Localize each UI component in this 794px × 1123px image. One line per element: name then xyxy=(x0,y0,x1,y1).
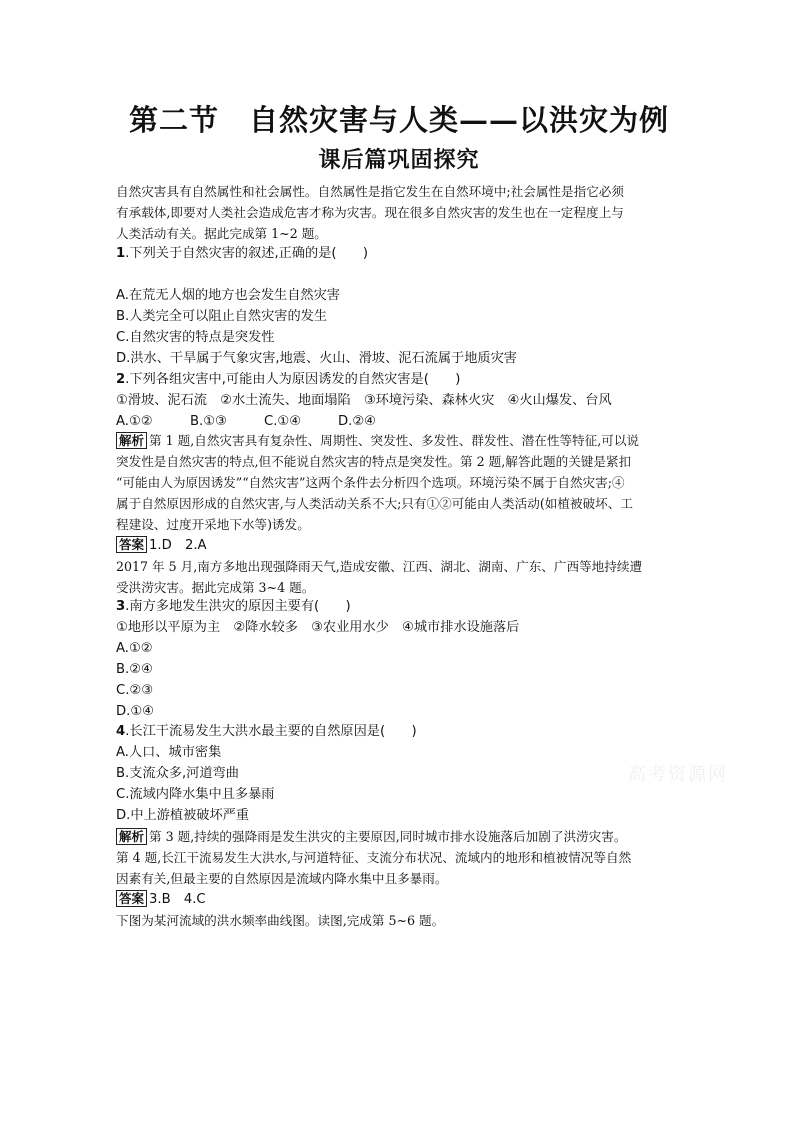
option-b: B.②④ xyxy=(116,662,153,677)
question-1-options xyxy=(116,285,682,369)
answer-1 xyxy=(116,535,682,556)
question-items: ①地形以平原为主 ②降水较多 ③农业用水少 ④城市排水设施落后 xyxy=(116,620,520,635)
page-subtitle: 课后篇巩固探究 xyxy=(318,147,480,173)
question-1 xyxy=(116,243,682,264)
question-3 xyxy=(116,596,682,722)
option-c: C.自然灾害的特点是突发性 xyxy=(116,330,275,345)
question-2-options xyxy=(116,411,682,432)
option-b: B.人类完全可以阻止自然灾害的发生 xyxy=(116,309,328,324)
intro-line: 受洪涝灾害。据此完成第 3~4 题。 xyxy=(116,580,315,595)
analysis-line: 第 4 题,长江干流易发生大洪水,与河道特征、支流分布状况、流域内的地形和植被情况等自然 xyxy=(116,850,632,865)
answer-tag: 答案 xyxy=(116,536,147,553)
option-b: B.①③ xyxy=(190,414,227,429)
answer-text: 3.B 4.C xyxy=(149,892,206,907)
option-c: C.①④ xyxy=(264,414,302,429)
answer-text: 1.D 2.A xyxy=(149,538,207,553)
intro-line: 人类活动有关。据此完成第 1~2 题。 xyxy=(116,226,327,241)
question-stem: 4.长江干流易发生大洪水最主要的自然原因是( ) xyxy=(116,724,417,739)
analysis-line: 突发性是自然灾害的特点,但不能说自然灾害的特点是突发性。第 2 题,解答此题的关键是紧扣 xyxy=(116,454,632,469)
option-d: D.中上游植被破坏严重 xyxy=(116,808,250,823)
intro-passage-2 xyxy=(116,556,682,598)
answer-tag: 答案 xyxy=(116,890,147,907)
option-c: C.流域内降水集中且多暴雨 xyxy=(116,787,275,802)
intro-line: 自然灾害具有自然属性和社会属性。自然属性是指它发生在自然环境中;社会属性是指它必须 xyxy=(116,184,624,199)
outro-line: 下图为某河流域的洪水频率曲线图。读图,完成第 5~6 题。 xyxy=(116,913,445,928)
analysis-tag: 解析 xyxy=(116,828,147,845)
analysis-line: “可能由人为原因诱发”“自然灾害”这两个条件去分析四个选项。环境污染不属于自然灾害;④ xyxy=(116,475,625,490)
intro-passage-1 xyxy=(116,181,682,244)
question-4 xyxy=(116,721,682,826)
analysis-line: 属于自然原因形成的自然灾害,与人类活动关系不大;只有①②可能由人类活动(如植被破坏、工 xyxy=(116,496,633,511)
option-d: D.①④ xyxy=(116,704,154,719)
analysis-tag: 解析 xyxy=(116,432,147,449)
analysis-1: 解析 第 1 题,自然灾害具有复杂性、周期性、突发性、多发性、群发性、潜在性等特征,可以说 突发性是自然灾害的特点,但不能说自然灾害的特点是突发性。第 2 题,解答此题的关键是紧扣 “可能由人为原因诱发”“自然灾害”这两个条件去分析四个选项。环境污染不属于自然灾害;④ 属于自然原因形成的自然灾害,与人类活动关系不大;只有①②可能由人类活动(如植被破坏、工 程建设、过度开采地下水等)诱发。 xyxy=(116,430,682,535)
option-b: B.支流众多,河道弯曲 xyxy=(116,766,239,781)
intro-line: 有承载体,即要对人类社会造成危害才称为灾害。现在很多自然灾害的发生也在一定程度上与 xyxy=(116,205,624,220)
analysis-line: 因素有关,但最主要的自然原因是流域内降水集中且多暴雨。 xyxy=(116,871,448,886)
option-d: D.洪水、干旱属于气象灾害,地震、火山、滑坡、泥石流属于地质灾害 xyxy=(116,351,517,366)
option-d: D.②④ xyxy=(338,414,376,429)
question-items: ①滑坡、泥石流 ②水土流失、地面塌陷 ③环境污染、森林火灾 ④火山爆发、台风 xyxy=(116,393,612,408)
watermark-text: 高考资源网 xyxy=(628,764,728,785)
analysis-2: 解析 第 3 题,持续的强降雨是发生洪灾的主要原因,同时城市排水设施落后加剧了洪涝灾害。 第 4 题,长江干流易发生大洪水,与河道特征、支流分布状况、流域内的地形和植被情况等自然 因素有关,但最主要的自然原因是流域内降水集中且多暴雨。 xyxy=(116,826,682,889)
question-stem: 1.下列关于自然灾害的叙述,正确的是( ) xyxy=(116,246,369,261)
outro-passage xyxy=(116,910,682,931)
option-a: A.①② xyxy=(116,414,153,429)
analysis-line: 程建设、过度开采地下水等)诱发。 xyxy=(116,517,310,532)
question-stem: 3.南方多地发生洪灾的原因主要有( ) xyxy=(116,599,351,614)
option-a: A.①② xyxy=(116,641,153,656)
intro-line: 2017 年 5 月,南方多地出现强降雨天气,造成安徽、江西、湖北、湖南、广东、广西等地持续遭 xyxy=(116,559,643,574)
question-stem: 2.下列各组灾害中,可能由人为原因诱发的自然灾害是( ) xyxy=(116,372,461,387)
option-a: A.人口、城市密集 xyxy=(116,745,222,760)
answer-2 xyxy=(116,889,682,910)
question-2 xyxy=(116,369,682,432)
option-c: C.②③ xyxy=(116,683,154,698)
option-a: A.在荒无人烟的地方也会发生自然灾害 xyxy=(116,288,340,303)
page-title: 第二节 自然灾害与人类——以洪灾为例 xyxy=(128,103,669,137)
